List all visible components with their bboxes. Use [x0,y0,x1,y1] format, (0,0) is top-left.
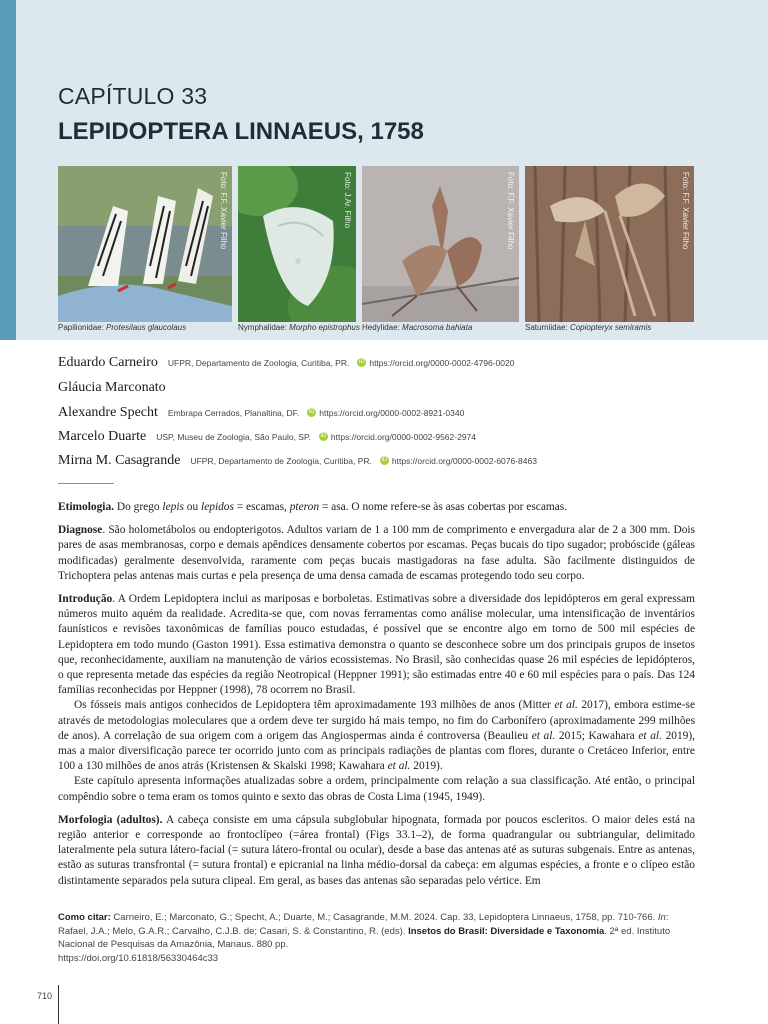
orcid-icon: iD [320,432,327,439]
photo-credit: Foto: J.Ar. Filho [343,172,352,229]
photo-credit: Foto: F.F. Xavier Filho [219,172,228,250]
fosseis-paragraph: Os fósseis mais antigos conhecidos de Lepidoptera têm aproximadamente 193 milhões de anos (Mitter et al. 2017), embora estime-se através de metodologias moleculares que a ordem deve ter surgido há mais tempo, no fim do Carbonífero (aproximadamente 299 milhões de anos). A correlação de sua origem com a origem das Angiospermas ainda é controversa (Beaulieu et al. 2015; Kawahara et al. 2019), mas a maior diversificação parece ter ocorrido junto com as principais radiações de plantas com flores, durante o Cretáceo Inferior, entre 100 a 130 milhões de anos atrás (Kristensen & Skalski 1998; Kawahara et al. 2019). [58,699,696,773]
photo-papilionidae [58,166,232,322]
photo-hedylidae [362,166,519,322]
chapter-title: LEPIDOPTERA LINNAEUS, 1758 [58,118,424,145]
orcid-icon: iD [308,408,315,415]
orcid-link[interactable]: https://orcid.org/0000-0002-9562-2974 [330,432,476,442]
caption-papilionidae: Papilionidae: Protesilaus glaucolaus [58,323,187,332]
footer-rule [58,985,59,1024]
orcid-link[interactable]: https://orcid.org/0000-0002-4796-0020 [369,358,515,368]
page-number: 710 [37,991,53,1001]
author-marconato: Gláucia Marconato [58,380,166,395]
author-specht: Alexandre Specht Embrapa Cerrados, Planaltina, DF. iD https://orcid.org/0000-0002-8921-0340 [58,405,465,420]
photo-credit: Foto: F.F. Xavier Filho [506,172,515,250]
orcid-icon: iD [359,358,365,365]
photo-nymphalidae [238,166,356,322]
author-duarte: Marcelo Duarte USP, Museu de Zoologia, São Paulo, SP. iD https://orcid.org/0000-0002-9562-2974 [58,429,476,444]
body-text [58,500,695,897]
author-carneiro: Eduardo Carneiro UFPR, Departamento de Zoologia, Curitiba, PR. iD https://orcid.org/0000-0002-4796-0020 [58,355,515,370]
introducao-paragraph: Introdução. A Ordem Lepidoptera inclui as mariposas e borboletas. Estimativas sobre a diversidade dos lepidópteros em geral expressam números muito aquém da realidade. Acredita-se que, com novas ferramentas como análise molecular, uma intensificação de inventários faunísticos e revisões taxonômicas de famílias pouco estudadas, é possível que se encontre algo em torno de 500 mil espécies de Lepidoptera em todo mundo (Gaston 1991). Essa estimativa demonstra o quanto se desconhece sobre um dos principais grupos de insetos que, reconhecidamente, auxiliam na manutenção de vários ecossistemas. No Brasil, são conhecidas quase 26 mil espécies de lepidópteros, o que representa metade das espécies da região Neotropical (Heppner 1991); são estimadas entre 40 e 60 mil espécies para o país. Das 124 famílias reconhecidas por Heppner (1998), 78 ocorrem no Brasil. [58,593,695,697]
citation-block: Como citar: Carneiro, E.; Marconato, G.; Specht, A.; Duarte, M.; Casagrande, M.M. 2024. Cap. 33, Lepidoptera Linnaeus, 1758, pp. 710-766. In: Rafael, J.A.; Melo, G.A.R.; Carvalho, C.J.B. de; Casari, S. & Constantino, R. (eds). Insetos do Brasil: Diversidade e Taxonomia. 2ª ed. Instituto Nacional de Pesquisas da Amazônia, Manaus. 880 pp. https://doi.org/10.61818/56330464c33 [58,912,671,964]
photo-credit: Foto: F.F. Xavier Filho [681,172,690,250]
color-strip [0,0,16,340]
orcid-link[interactable]: https://orcid.org/0000-0002-6076-8463 [391,456,537,466]
diagnose-paragraph: Diagnose. São holometábolos ou endopterigotos. Adultos variam de 1 a 100 mm de comprimento e envergadura alar de 2 a 300 mm. Dois pares de asas membranosas, corpo e demais apêndices densamente cobertos por escamas. Peças bucais do tipo sugador; probóscide (gáleas modificadas) geralmente desenvolvida, raramente com peças bucais mastigadoras na fase adulta. São facilmente distinguidos de Trichoptera pelas antenas mais curtas e pela presença de uma densa camada de escamas protegendo todo seu corpo. [58,524,695,582]
author-casagrande: Mirna M. Casagrande UFPR, Departamento de Zoologia, Curitiba, PR. iD https://orcid.org/0000-0002-6076-8463 [58,453,537,468]
caption-nymphalidae: Nymphalidae: Morpho epistrophus [238,323,360,332]
orcid-link[interactable]: https://orcid.org/0000-0002-8921-0340 [319,408,465,418]
caption-hedylidae: Hedylidae: Macrosoma bahiata [362,323,473,332]
orcid-icon: iD [381,456,388,463]
etimologia-paragraph: Etimologia. Do grego lepis ou lepidos = escamas, pteron = asa. O nome refere-se às asas cobertas por escamas. [58,501,568,513]
morfologia-paragraph: Morfologia (adultos). A cabeça consiste em uma cápsula subglobular hipognata, formada por poucos escleritos. O maior deles está na região anterior e corresponde ao frontoclípeo (=área frontal) (Figs 33.1–2), de forma quadrangular ou subtriangular, delimitado lateralmente pela sutura látero-facial (= sutura látero-frontal ou ocular), desde a base das antenas até as suturas subgenais. Entre as antenas, estão as suturas transfrontal (= sutura frontal) e epicranial na linha médio-dorsal da cabeça: em algumas espécies, a fronte e o clípeo estão distintamente separados pela sutura clipeal. Em geral, as bases das antenas são separadas pelo vértice. Em [58,813,695,887]
doi-link[interactable]: https://doi.org/10.61818/56330464c33 [58,952,219,964]
caption-saturniidae: Saturniidae: Copiopteryx semiramis [525,323,652,332]
capitulo-paragraph: Este capítulo apresenta informações atualizadas sobre a ordem, principalmente com relação a sua classificação. Até então, o principal compêndio sobre o tema eram os tomos quinto e sexto das obras de Costa Lima (1945, 1949). [58,775,695,803]
chapter-number: CAPÍTULO 33 [58,83,208,109]
photo-saturniidae [525,166,694,322]
separator-line [58,483,114,484]
